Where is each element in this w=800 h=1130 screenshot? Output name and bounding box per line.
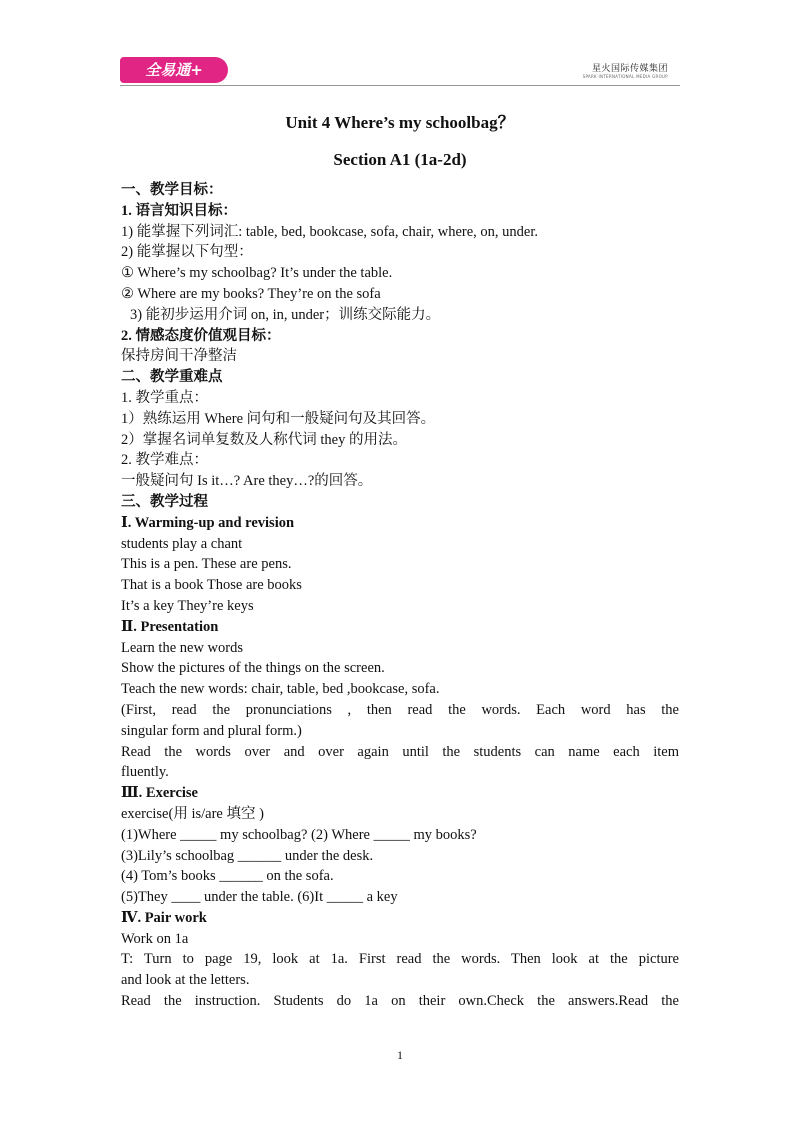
page-header xyxy=(120,55,678,85)
text-line: exercise(用 is/are 填空 ) xyxy=(121,805,264,822)
step-heading-presentation: Ⅱ. Presentation xyxy=(121,618,219,635)
text-line: (First, read the pronunciations , then read the words. Each word has the xyxy=(121,701,679,718)
text-line: Teach the new words: chair, table, bed ,bookcase, sofa. xyxy=(121,681,440,698)
text-line: (1)Where _____ my schoolbag? (2) Where _____ my books? xyxy=(121,826,477,843)
heading-objectives: 一、教学目标： xyxy=(121,182,223,198)
step-heading-exercise: Ⅲ. Exercise xyxy=(121,785,198,802)
page-number: 1 xyxy=(397,1048,403,1062)
text-line: It’s a key They’re keys xyxy=(121,597,254,614)
text-line: T: Turn to page 19, look at 1a. First read the words. Then look at the picture xyxy=(121,951,679,968)
text-line: 一般疑问句 Is it…? Are they…?的回答。 xyxy=(121,473,373,490)
brand-subtitle: SPARK INTERNATIONAL MEDIA GROUP xyxy=(582,74,668,79)
text-line: 1) 能掌握下列词汇: table, bed, bookcase, sofa, chair, where, on, under. xyxy=(121,223,538,240)
text-line: 2. 教学难点： xyxy=(121,452,208,469)
step-heading-pair-work: Ⅳ. Pair work xyxy=(121,909,207,926)
text-line: 2）掌握名词单复数及人称代词 they 的用法。 xyxy=(121,431,407,448)
text-line: Read the instruction. Students do 1a on their own.Check the answers.Read the xyxy=(121,993,679,1010)
logo: 全易通+ xyxy=(120,57,228,83)
subheading-language: 1. 语言知识目标： xyxy=(121,202,237,219)
text-line: ① Where’s my schoolbag? It’s under the table. xyxy=(121,265,393,282)
text-line: Read the words over and over again until the students can name each item xyxy=(121,743,679,760)
text-line: Work on 1a xyxy=(121,930,189,947)
text-line: (4) Tom’s books ______ on the sofa. xyxy=(121,868,334,885)
document-title: Unit 4 Where’s my schoolbag？ xyxy=(285,113,515,132)
header-divider xyxy=(120,85,680,86)
text-line: That is a book Those are books xyxy=(121,577,302,594)
heading-key-points: 二、教学重难点 xyxy=(121,369,223,386)
text-line: 保持房间干净整洁 xyxy=(121,348,237,365)
heading-procedure: 三、教学过程 xyxy=(121,493,208,510)
text-line: fluently. xyxy=(121,764,169,781)
subheading-attitude: 2. 情感态度价值观目标： xyxy=(121,327,281,344)
text-line: 3) 能初步运用介词 on, in, under；训练交际能力。 xyxy=(130,306,441,323)
text-line: Show the pictures of the things on the screen. xyxy=(121,660,385,677)
text-line: 1）熟练运用 Where 问句和一般疑问句及其回答。 xyxy=(121,410,436,427)
text-line: and look at the letters. xyxy=(121,972,250,989)
brand xyxy=(583,61,668,79)
text-line: students play a chant xyxy=(121,535,243,552)
document-body xyxy=(121,180,679,1012)
text-line: Learn the new words xyxy=(121,639,243,656)
text-line: ② Where are my books? They’re on the sofa xyxy=(121,285,381,302)
text-line: 2) 能掌握以下句型： xyxy=(121,244,253,261)
text-line: (5)They ____ under the table. (6)It _____ a key xyxy=(121,889,398,906)
step-heading-warming-up: Ⅰ. Warming-up and revision xyxy=(121,514,295,531)
brand-name: 星火国际传媒集团 xyxy=(591,64,668,74)
text-line: singular form and plural form.) xyxy=(121,722,302,739)
text-line: This is a pen. These are pens. xyxy=(121,556,292,573)
section-title: Section A1 (1a-2d) xyxy=(333,150,467,169)
text-line: (3)Lily’s schoolbag ______ under the desk. xyxy=(121,847,374,864)
text-line: 1. 教学重点： xyxy=(121,389,208,406)
